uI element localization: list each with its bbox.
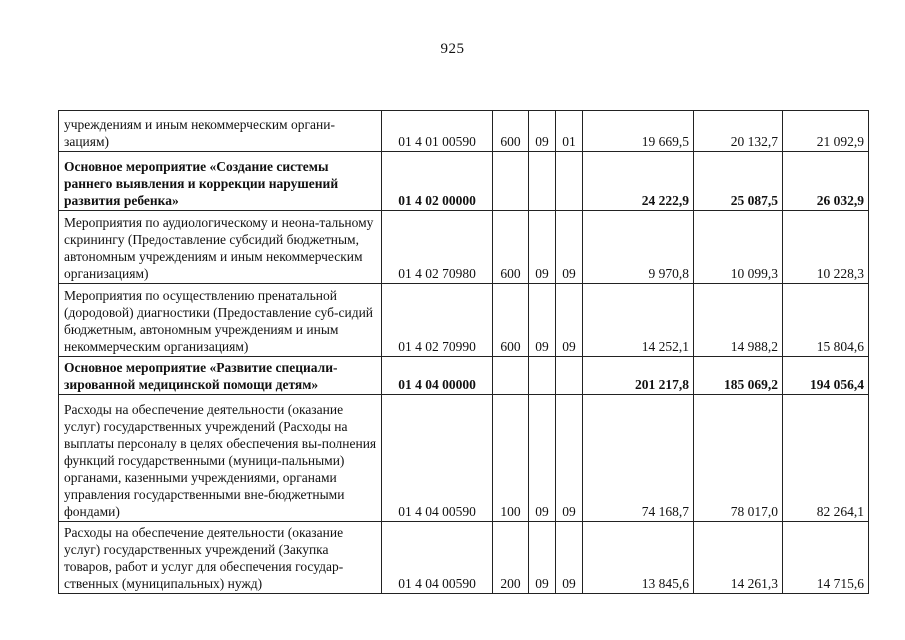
expense-type [493,357,529,395]
subsection-code [556,357,583,395]
table-row [59,522,869,594]
section-code: 09 [529,395,556,522]
section-code [529,357,556,395]
table-row [59,284,869,357]
expense-type [493,152,529,211]
amount-year-3: 82 264,1 [783,395,869,522]
section-code: 09 [529,522,556,594]
table-row [59,357,869,395]
row-name: Мероприятия по аудиологическому и неона-тальному скринингу (Предоставление субсидий бюджетным, автономным учреждениям и иным некоммерческим организациям) [59,211,382,284]
subsection-code: 09 [556,211,583,284]
section-code [529,152,556,211]
amount-year-2: 14 261,3 [694,522,783,594]
target-code: 01 4 04 00590 [382,522,493,594]
amount-year-1: 19 669,5 [583,111,694,152]
row-name: Расходы на обеспечение деятельности (оказание услуг) государственных учреждений (Закупка товаров, работ и услуг для обеспечения государ-ственных (муниципальных) нужд) [59,522,382,594]
amount-year-3: 14 715,6 [783,522,869,594]
expense-type: 600 [493,284,529,357]
target-code: 01 4 02 00000 [382,152,493,211]
target-code: 01 4 02 70980 [382,211,493,284]
subsection-code: 09 [556,395,583,522]
amount-year-3: 15 804,6 [783,284,869,357]
expense-type: 600 [493,211,529,284]
row-name: Основное мероприятие «Развитие специали-зированной медицинской помощи детям» [59,357,382,395]
amount-year-1: 24 222,9 [583,152,694,211]
amount-year-2: 20 132,7 [694,111,783,152]
amount-year-3: 194 056,4 [783,357,869,395]
subsection-code [556,152,583,211]
subsection-code: 09 [556,522,583,594]
amount-year-2: 14 988,2 [694,284,783,357]
target-code: 01 4 02 70990 [382,284,493,357]
amount-year-2: 10 099,3 [694,211,783,284]
amount-year-1: 201 217,8 [583,357,694,395]
table-row [59,211,869,284]
table-row [59,111,869,152]
amount-year-2: 78 017,0 [694,395,783,522]
expense-type: 200 [493,522,529,594]
amount-year-1: 13 845,6 [583,522,694,594]
row-name: Основное мероприятие «Создание системы раннего выявления и коррекции нарушений развития ребенка» [59,152,382,211]
section-code: 09 [529,284,556,357]
target-code: 01 4 01 00590 [382,111,493,152]
section-code: 09 [529,111,556,152]
expense-type: 100 [493,395,529,522]
page-number: 925 [440,41,465,57]
row-name: Расходы на обеспечение деятельности (оказание услуг) государственных учреждений (Расходы на выплаты персоналу в целях обеспечения вы-полнения функций государственными (муници-пальными) органами, казенными учреждениями, органами управления государственными вне-бюджетными фондами) [59,395,382,522]
section-code: 09 [529,211,556,284]
row-name: учреждениям и иным некоммерческим органи-зациям) [59,111,382,152]
subsection-code: 09 [556,284,583,357]
row-name: Мероприятия по осуществлению пренатальной (дородовой) диагностики (Предоставление суб-сидий бюджетным, автономным учреждениям и иным некоммерческим организациям) [59,284,382,357]
amount-year-1: 74 168,7 [583,395,694,522]
budget-table [58,110,869,594]
amount-year-2: 25 087,5 [694,152,783,211]
amount-year-3: 21 092,9 [783,111,869,152]
expense-type: 600 [493,111,529,152]
amount-year-2: 185 069,2 [694,357,783,395]
table-row [59,395,869,522]
amount-year-1: 14 252,1 [583,284,694,357]
subsection-code: 01 [556,111,583,152]
amount-year-3: 26 032,9 [783,152,869,211]
table-row [59,152,869,211]
amount-year-3: 10 228,3 [783,211,869,284]
target-code: 01 4 04 00590 [382,395,493,522]
amount-year-1: 9 970,8 [583,211,694,284]
target-code: 01 4 04 00000 [382,357,493,395]
